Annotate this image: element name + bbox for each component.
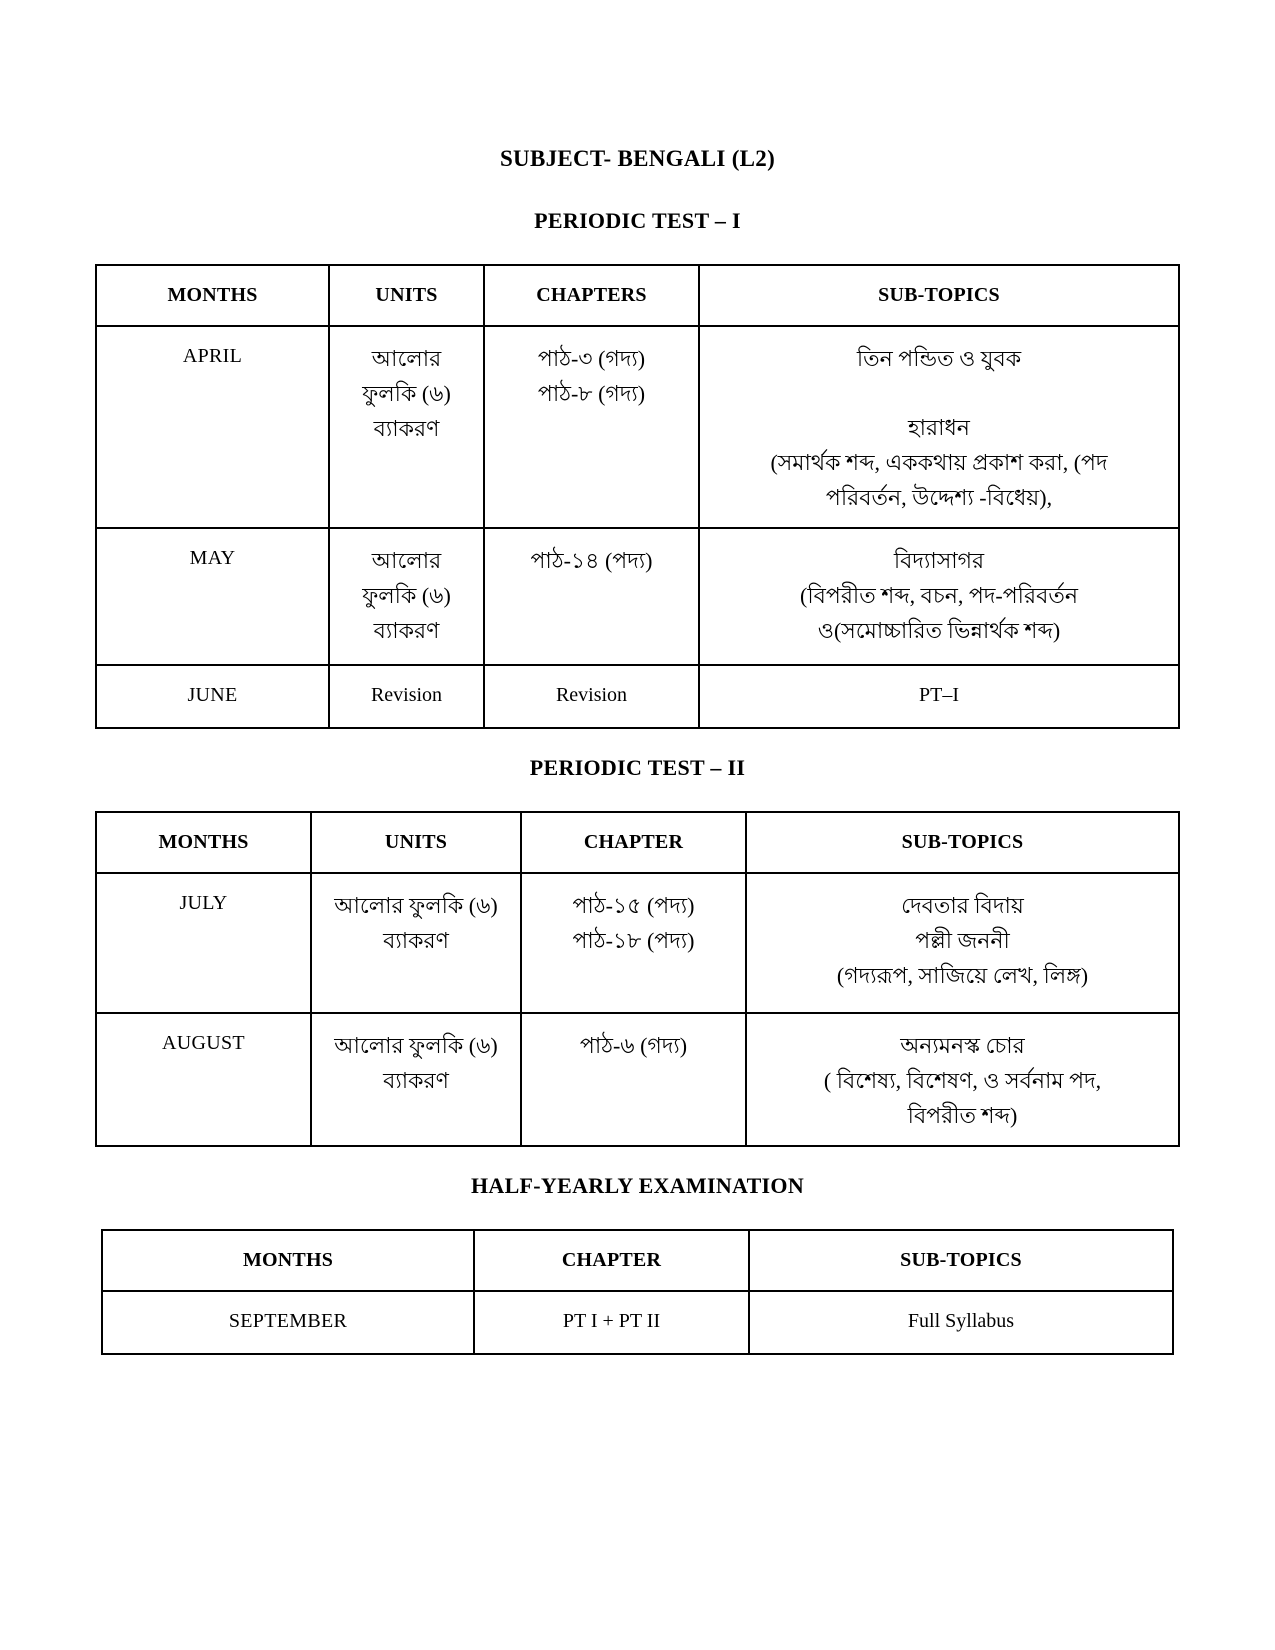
table-row-april — [96, 326, 1179, 528]
pt2-col-header-months: MONTHS — [96, 812, 311, 873]
text-line: ( বিশেষ্য, বিশেষণ, ও সর্বনাম পদ, — [823, 1068, 1102, 1093]
text-line: অন্যমনস্ক চোর — [900, 1033, 1025, 1058]
pt2-col-header-units: UNITS — [311, 812, 521, 873]
text-line: পরিবর্তন, উদ্দেশ্য -বিধেয়), — [825, 485, 1053, 510]
months-cell — [102, 1291, 474, 1354]
text-line: ফুলকি (৬) — [362, 583, 451, 608]
text-line: পাঠ-৮ (গদ্য) — [537, 381, 646, 406]
month-label: AUGUST — [162, 1032, 245, 1054]
subtopics-cell — [749, 1291, 1173, 1354]
subtopics-cell — [746, 1013, 1179, 1146]
hy-col-header-months: MONTHS — [102, 1230, 474, 1291]
hy-col-header-chapter: CHAPTER — [474, 1230, 749, 1291]
text-line: ব্যাকরণ — [383, 1068, 449, 1093]
subtopics-cell — [699, 528, 1179, 665]
subtopics-cell — [746, 873, 1179, 1013]
month-label: JUNE — [187, 684, 238, 706]
text-line: হারাধন — [908, 415, 970, 440]
table-row-august — [96, 1013, 1179, 1146]
text-line: পাঠ-১৮ (পদ্য) — [572, 928, 695, 953]
text-line: পল্লী জননী — [915, 928, 1010, 953]
blank-line — [708, 376, 1170, 410]
text-line: পাঠ-৬ (গদ্য) — [579, 1033, 688, 1058]
text-line: আলোর ফুলকি (৬) — [334, 1033, 498, 1058]
chapters-cell — [484, 665, 699, 728]
month-label: SEPTEMBER — [228, 1310, 348, 1332]
chapters-cell — [484, 326, 699, 528]
chapter-cell — [521, 873, 746, 1013]
text-line: তিন পন্ডিত ও যুবক — [856, 346, 1022, 371]
text-line: আলোর ফুলকি (৬) — [334, 893, 498, 918]
pt2-col-header-subtopics: SUB-TOPICS — [746, 812, 1179, 873]
subtopics-cell — [699, 326, 1179, 528]
table-row-september — [102, 1291, 1173, 1354]
months-cell — [96, 665, 329, 728]
text-line: Full Syllabus — [907, 1310, 1015, 1332]
text-line: Revision — [555, 684, 628, 706]
text-line: (বিপরীত শব্দ, বচন, পদ-পরিবর্তন — [800, 583, 1078, 608]
hy-heading: HALF-YEARLY EXAMINATION — [470, 1173, 805, 1198]
pt2-table — [95, 811, 1180, 1147]
hy-table — [101, 1229, 1174, 1355]
text-line: পাঠ-৩ (গদ্য) — [537, 346, 646, 371]
text-line: পাঠ-১৫ (পদ্য) — [572, 893, 695, 918]
text-line: বিপরীত শব্দ) — [907, 1103, 1018, 1128]
text-line: ব্যাকরণ — [373, 618, 440, 643]
pt2-header-row — [96, 812, 1179, 873]
text-line: PT–I — [919, 684, 959, 706]
table-row-july — [96, 873, 1179, 1013]
pt2-col-header-chapter: CHAPTER — [521, 812, 746, 873]
units-cell — [311, 873, 521, 1013]
text-line: Revision — [370, 684, 443, 706]
month-label: JULY — [179, 892, 228, 914]
hy-col-header-subtopics: SUB-TOPICS — [749, 1230, 1173, 1291]
units-cell — [329, 326, 484, 528]
units-cell — [311, 1013, 521, 1146]
text-line: (গদ্যরূপ, সাজিয়ে লেখ, লিঙ্গ) — [836, 963, 1089, 988]
pt1-col-header-subtopics: SUB-TOPICS — [699, 265, 1179, 326]
months-cell — [96, 1013, 311, 1146]
months-cell — [96, 873, 311, 1013]
pt1-col-header-chapters: CHAPTERS — [484, 265, 699, 326]
chapter-cell — [521, 1013, 746, 1146]
pt2-heading: PERIODIC TEST – II — [529, 755, 746, 780]
chapters-cell — [484, 528, 699, 665]
text-line: PT I + PT II — [562, 1310, 661, 1332]
month-label: MAY — [189, 547, 236, 569]
table-row-may — [96, 528, 1179, 665]
pt1-col-header-units: UNITS — [329, 265, 484, 326]
pt1-header-row — [96, 265, 1179, 326]
table-row-june — [96, 665, 1179, 728]
text-line: আলোর — [371, 346, 442, 371]
units-cell — [329, 665, 484, 728]
text-line: ফুলকি (৬) — [362, 381, 451, 406]
text-line: দেবতার বিদায় — [901, 893, 1024, 918]
text-line: ব্যাকরণ — [373, 416, 440, 441]
text-line: আলোর — [371, 548, 442, 573]
month-label: APRIL — [182, 345, 243, 367]
subtopics-cell — [699, 665, 1179, 728]
text-line: পাঠ-১৪ (পদ্য) — [530, 548, 653, 573]
months-cell — [96, 528, 329, 665]
pt1-table — [95, 264, 1180, 729]
text-line: (সমার্থক শব্দ, এককথায় প্রকাশ করা, (পদ — [770, 450, 1108, 475]
units-cell — [329, 528, 484, 665]
text-line: ব্যাকরণ — [383, 928, 449, 953]
page-title: SUBJECT- BENGALI (L2) — [499, 146, 776, 171]
months-cell — [96, 326, 329, 528]
text-line: ও(সমোচ্চারিত ভিন্নার্থক শব্দ) — [817, 618, 1061, 643]
hy-header-row — [102, 1230, 1173, 1291]
pt1-heading: PERIODIC TEST – I — [534, 208, 741, 233]
chapter-cell — [474, 1291, 749, 1354]
pt1-col-header-months: MONTHS — [96, 265, 329, 326]
text-line: বিদ্যাসাগর — [893, 548, 985, 573]
